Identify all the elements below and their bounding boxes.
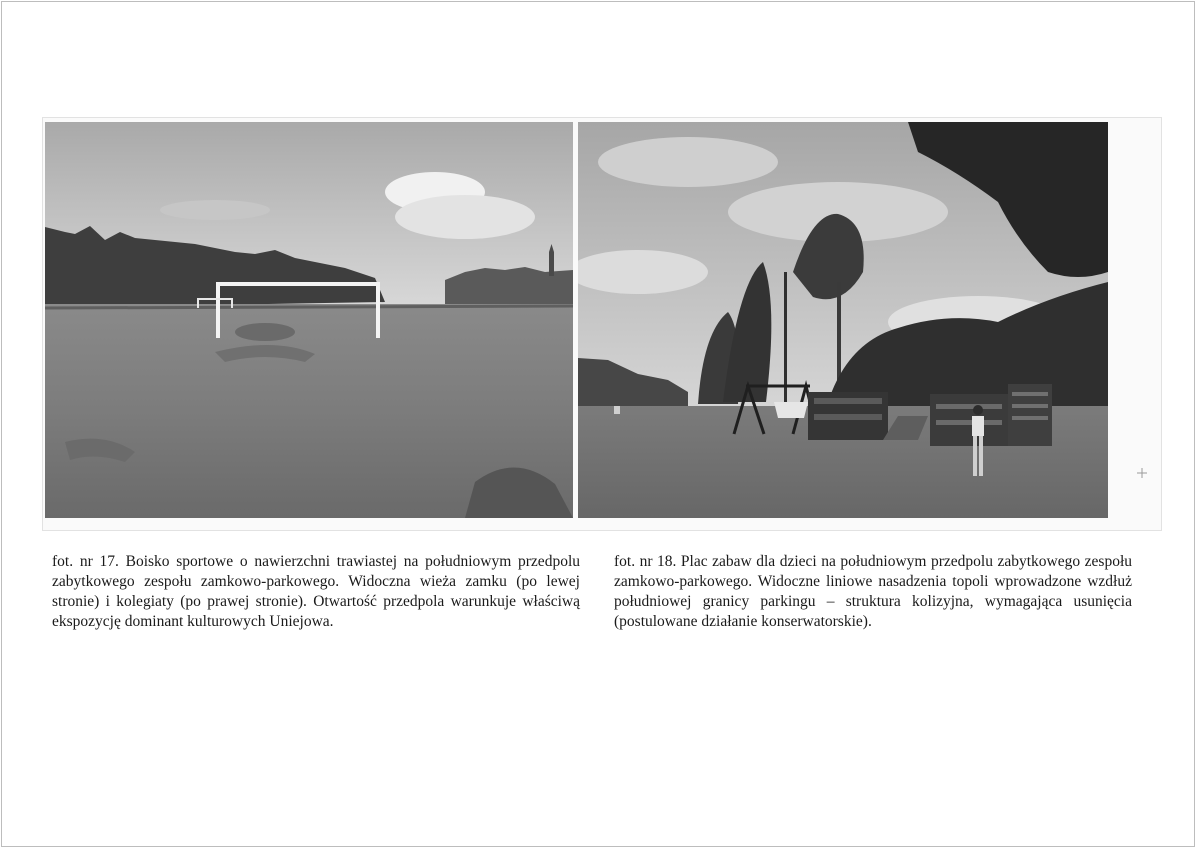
rock-mound: [235, 323, 295, 341]
playground-image: [578, 122, 1108, 518]
crop-mark: [1137, 468, 1147, 478]
cloud: [160, 200, 270, 220]
caption-photo-18: fot. nr 18. Plac zabaw dla dzieci na południowym przedpolu zabytkowego zespołu zamkowo-parkowego. Widoczne liniowe nasadzenia topoli wprowadzone wzdłuż południowej granicy parkingu – struktura kolizyjna, wymagająca usunięcia (postulowane działanie konserwatorskie).: [614, 553, 1132, 630]
photo-sports-field: [45, 122, 573, 518]
sports-field-image: [45, 122, 573, 518]
distant-object: [614, 406, 620, 414]
field-edge: [45, 306, 573, 308]
cloud: [598, 137, 778, 187]
photo-playground: [578, 122, 1108, 518]
cloud: [395, 195, 535, 239]
caption-photo-17: fot. nr 17. Boisko sportowe o nawierzchni trawiastej na południowym przedpolu zabytkowego zespołu zamkowo-parkowego. Widoczna wieża zamku (po lewej stronie) i kolegiaty (po prawej stronie). Otwartość przedpola warunkuje właściwą ekspozycję dominant kulturowych Uniejowa.: [52, 553, 580, 630]
church-tower: [549, 252, 554, 276]
